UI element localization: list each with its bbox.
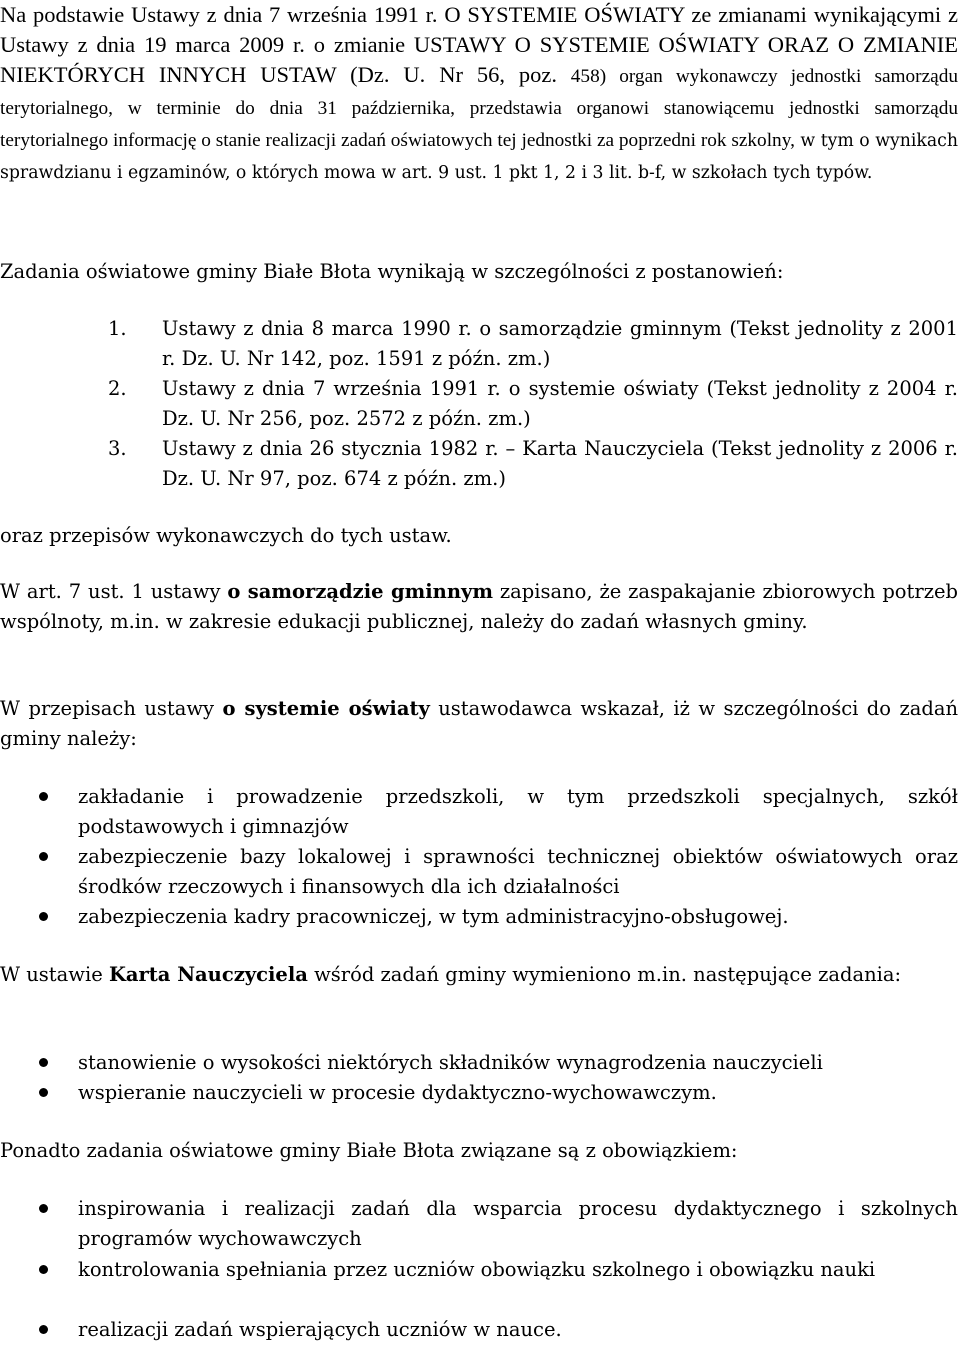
bullet-icon [39,1265,48,1274]
paragraph-text: W przepisach ustawy [0,697,223,720]
paragraph-system-oswiaty [0,694,958,754]
intro-text-part1: Na podstawie Ustawy z dnia 7 września 1991 r. O SYSTEMIE OŚWIATY ze zmianami wynikającymi z Ustawy z dnia 19 marca 2009 r. o zmianie USTAWY O SYSTEMIE OŚWIATY ORAZ O ZMIANIE NIEKTÓRYCH INNYCH USTAW (Dz. U. Nr 56, poz. [0,2,958,87]
list-item-text: wspieranie nauczycieli w procesie dydaktyczno-wychowawczym. [78,1081,717,1104]
intro-text-part2: 458) organ wykonawczy jednostki samorządu terytorialnego, w terminie do dnia 31 października, przedstawia organowi stanowiącemu jednostki samorządu terytorialnego informację o stanie realizacji zadań oświatowych tej jednostki za poprzedni rok szkolny, [0,66,958,151]
act-name-bold: o systemie oświaty [222,697,430,720]
paragraph-karta-nauczyciela [0,960,958,990]
act-name-bold: Karta Nauczyciela [108,963,308,986]
bullet-icon [39,1325,48,1334]
section-heading: Zadania oświatowe gminy Białe Błota wynikają w szczególności z postanowień: [0,260,784,283]
paragraph-samorzad-gminny [0,577,958,637]
bullet-icon [39,792,48,801]
paragraph-text: wśród zadań gminy wymieniono m.in. następujące zadania: [307,963,902,986]
act-name-bold: o samorządzie gminnym [227,580,494,603]
paragraph-ponadto: Ponadto zadania oświatowe gminy Białe Błota związane są z obowiązkiem: [0,1139,738,1162]
bullet-icon [39,1058,48,1067]
law-number: 3. [108,437,127,460]
paragraph-text: ustawodawca wskazał, iż w szczególności do zadań gminy należy: [0,697,959,750]
list-item-text: stanowienie o wysokości niektórych składników wynagrodzenia nauczycieli [78,1051,823,1074]
paragraph-text: W art. 7 ust. 1 ustawy [0,580,228,603]
intro-text-part3: w tym o wynikach sprawdzianu i egzaminów, o których mowa w art. 9 ust. 1 pkt 1, 2 i 3 lit. b-f, w szkołach tych typów. [0,131,958,183]
bullet-icon [39,1204,48,1213]
list-item-text: inspirowania i realizacji zadań dla wsparcia procesu dydaktycznego i szkolnych programów wychowawczych [78,1197,958,1250]
bullet-icon [39,912,48,921]
law-text: Ustawy z dnia 7 września 1991 r. o systemie oświaty (Tekst jednolity z 2004 r. Dz. U. Nr 256, poz. 2572 z późn. zm.) [162,377,958,430]
law-text: Ustawy z dnia 8 marca 1990 r. o samorządzie gminnym (Tekst jednolity z 2001 r. Dz. U. Nr 142, poz. 1591 z późn. zm.) [162,317,958,370]
executive-regulations-line: oraz przepisów wykonawczych do tych ustaw. [0,524,452,547]
bullet-icon [39,852,48,861]
law-number: 1. [108,317,127,340]
list-item-text: zabezpieczenie bazy lokalowej i sprawności technicznej obiektów oświatowych oraz środków rzeczowych i finansowych dla ich działalności [78,845,958,898]
law-number: 2. [108,377,127,400]
intro-paragraph [0,0,958,188]
list-item-text: realizacji zadań wspierających uczniów w nauce. [78,1318,562,1341]
paragraph-text: W ustawie [0,963,109,986]
bullet-icon [39,1088,48,1097]
law-text: Ustawy z dnia 26 stycznia 1982 r. – Karta Nauczyciela (Tekst jednolity z 2006 r. Dz. U. Nr 97, poz. 674 z późn. zm.) [162,437,958,490]
paragraph-text: zapisano, że zaspakajanie zbiorowych potrzeb wspólnoty, m.in. w zakresie edukacji publicznej, należy do zadań własnych gminy. [0,580,958,633]
list-item-text: zakładanie i prowadzenie przedszkoli, w tym przedszkoli specjalnych, szkół podstawowych i gimnazjów [78,785,958,838]
list-item-text: kontrolowania spełniania przez uczniów obowiązku szkolnego i obowiązku nauki [78,1258,876,1281]
list-item-text: zabezpieczenia kadry pracowniczej, w tym administracyjno-obsługowej. [78,905,789,928]
